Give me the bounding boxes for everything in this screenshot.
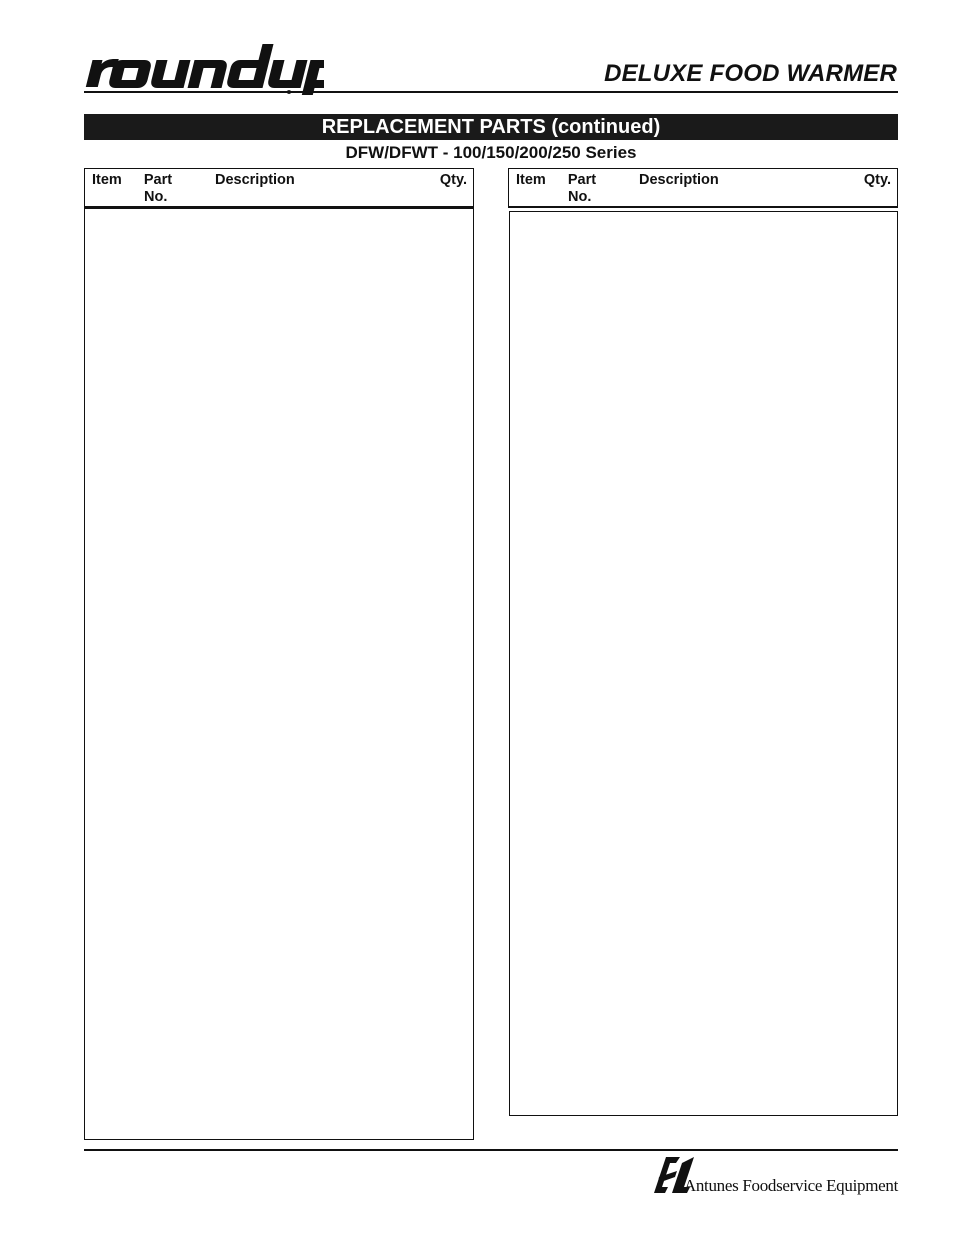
column-header-item: Item (516, 172, 546, 188)
footer-divider (84, 1149, 898, 1151)
document-title: DELUXE FOOD WARMER (604, 60, 897, 87)
column-header-part-no: No. (568, 189, 592, 205)
section-banner: REPLACEMENT PARTS (continued) (84, 114, 898, 140)
parts-table-body-left (84, 208, 474, 1140)
column-header-description: Description (639, 172, 719, 188)
footer-company-name: Antunes Foodservice Equipment (683, 1176, 898, 1195)
column-header-part: Part (143, 172, 173, 188)
parts-table-body-right (509, 211, 898, 1116)
column-header-item: Item (92, 172, 122, 188)
column-header-qty: Qty. (863, 172, 891, 188)
header-divider (84, 91, 898, 93)
column-header-part-no: No. (144, 189, 168, 205)
series-title: DFW/DFWT - 100/150/200/250 Series (345, 143, 637, 162)
column-header-description: Description (215, 172, 295, 188)
parts-table-header-right (508, 168, 898, 208)
column-header-qty: Qty. (439, 172, 467, 188)
column-header-part: Part (567, 172, 597, 188)
roundup-logo-wordmark (84, 38, 324, 96)
parts-table-header-left (84, 168, 474, 208)
roundup-logo (84, 38, 324, 96)
